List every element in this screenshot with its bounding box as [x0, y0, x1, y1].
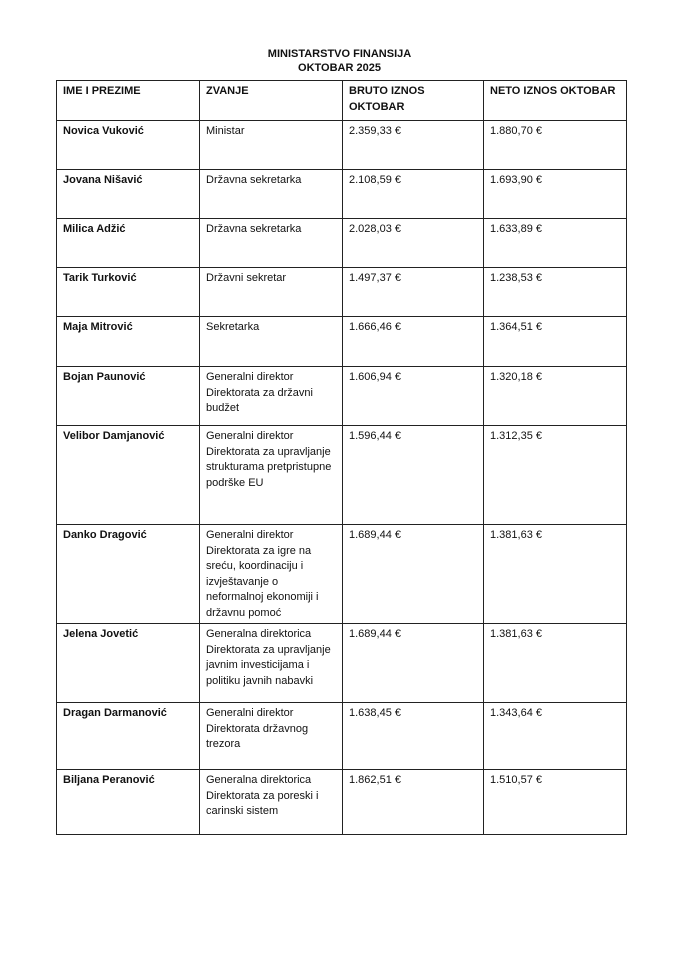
cell-gross: 2.028,03 € [343, 219, 484, 268]
cell-gross: 1.596,44 € [343, 426, 484, 525]
table-row [57, 367, 627, 426]
cell-title: Generalni direktor Direktorata državnog trezora [200, 703, 343, 770]
table-row [57, 170, 627, 219]
cell-gross: 1.862,51 € [343, 770, 484, 835]
cell-name: Jelena Jovetić [57, 624, 200, 703]
cell-name: Tarik Turković [57, 268, 200, 317]
document-title: MINISTARSTVO FINANSIJA [267, 48, 412, 60]
header-title: ZVANJE [200, 81, 343, 121]
table-row [57, 268, 627, 317]
cell-name: Velibor Damjanović [57, 426, 200, 525]
cell-net: 1.693,90 € [484, 170, 627, 219]
cell-title: Generalni direktor Direktorata za upravljanje strukturama pretpristupne podrške EU [200, 426, 343, 525]
cell-name: Biljana Peranović [57, 770, 200, 835]
header-gross: BRUTO IZNOS OKTOBAR [343, 81, 484, 121]
salary-table [56, 80, 627, 835]
cell-title: Generalna direktorica Direktorata za upravljanje javnim investicijama i politiku javnih nabavki [200, 624, 343, 703]
cell-title: Ministar [200, 121, 343, 170]
cell-net: 1.381,63 € [484, 525, 627, 624]
cell-title: Državna sekretarka [200, 219, 343, 268]
table-row [57, 703, 627, 770]
cell-title: Generalni direktor Direktorata za igre na sreću, koordinaciju i izvještavanje o neformalnoj ekonomiji i državnu pomoć [200, 525, 343, 624]
document-subtitle: OKTOBAR 2025 [298, 62, 381, 74]
table-row [57, 317, 627, 367]
cell-net: 1.381,63 € [484, 624, 627, 703]
cell-net: 1.343,64 € [484, 703, 627, 770]
cell-title: Državna sekretarka [200, 170, 343, 219]
table-header-row [57, 81, 627, 121]
cell-net: 1.880,70 € [484, 121, 627, 170]
cell-gross: 1.689,44 € [343, 624, 484, 703]
cell-name: Novica Vuković [57, 121, 200, 170]
cell-gross: 1.666,46 € [343, 317, 484, 367]
header-name: IME I PREZIME [57, 81, 200, 121]
table-row [57, 121, 627, 170]
table-row [57, 624, 627, 703]
cell-net: 1.510,57 € [484, 770, 627, 835]
cell-gross: 1.497,37 € [343, 268, 484, 317]
table-row [57, 770, 627, 835]
cell-net: 1.312,35 € [484, 426, 627, 525]
cell-name: Maja Mitrović [57, 317, 200, 367]
cell-gross: 1.638,45 € [343, 703, 484, 770]
table-row [57, 219, 627, 268]
cell-title: Sekretarka [200, 317, 343, 367]
cell-name: Dragan Darmanović [57, 703, 200, 770]
cell-net: 1.364,51 € [484, 317, 627, 367]
cell-name: Bojan Paunović [57, 367, 200, 426]
table-row [57, 426, 627, 525]
cell-gross: 1.606,94 € [343, 367, 484, 426]
cell-title: Generalna direktorica Direktorata za poreski i carinski sistem [200, 770, 343, 835]
table-row [57, 525, 627, 624]
cell-net: 1.633,89 € [484, 219, 627, 268]
cell-title: Generalni direktor Direktorata za državni budžet [200, 367, 343, 426]
cell-name: Milica Adžić [57, 219, 200, 268]
cell-gross: 1.689,44 € [343, 525, 484, 624]
cell-gross: 2.359,33 € [343, 121, 484, 170]
cell-name: Danko Dragović [57, 525, 200, 624]
cell-name: Jovana Nišavić [57, 170, 200, 219]
cell-net: 1.238,53 € [484, 268, 627, 317]
cell-net: 1.320,18 € [484, 367, 627, 426]
header-net: NETO IZNOS OKTOBAR [484, 81, 627, 121]
cell-title: Državni sekretar [200, 268, 343, 317]
cell-gross: 2.108,59 € [343, 170, 484, 219]
